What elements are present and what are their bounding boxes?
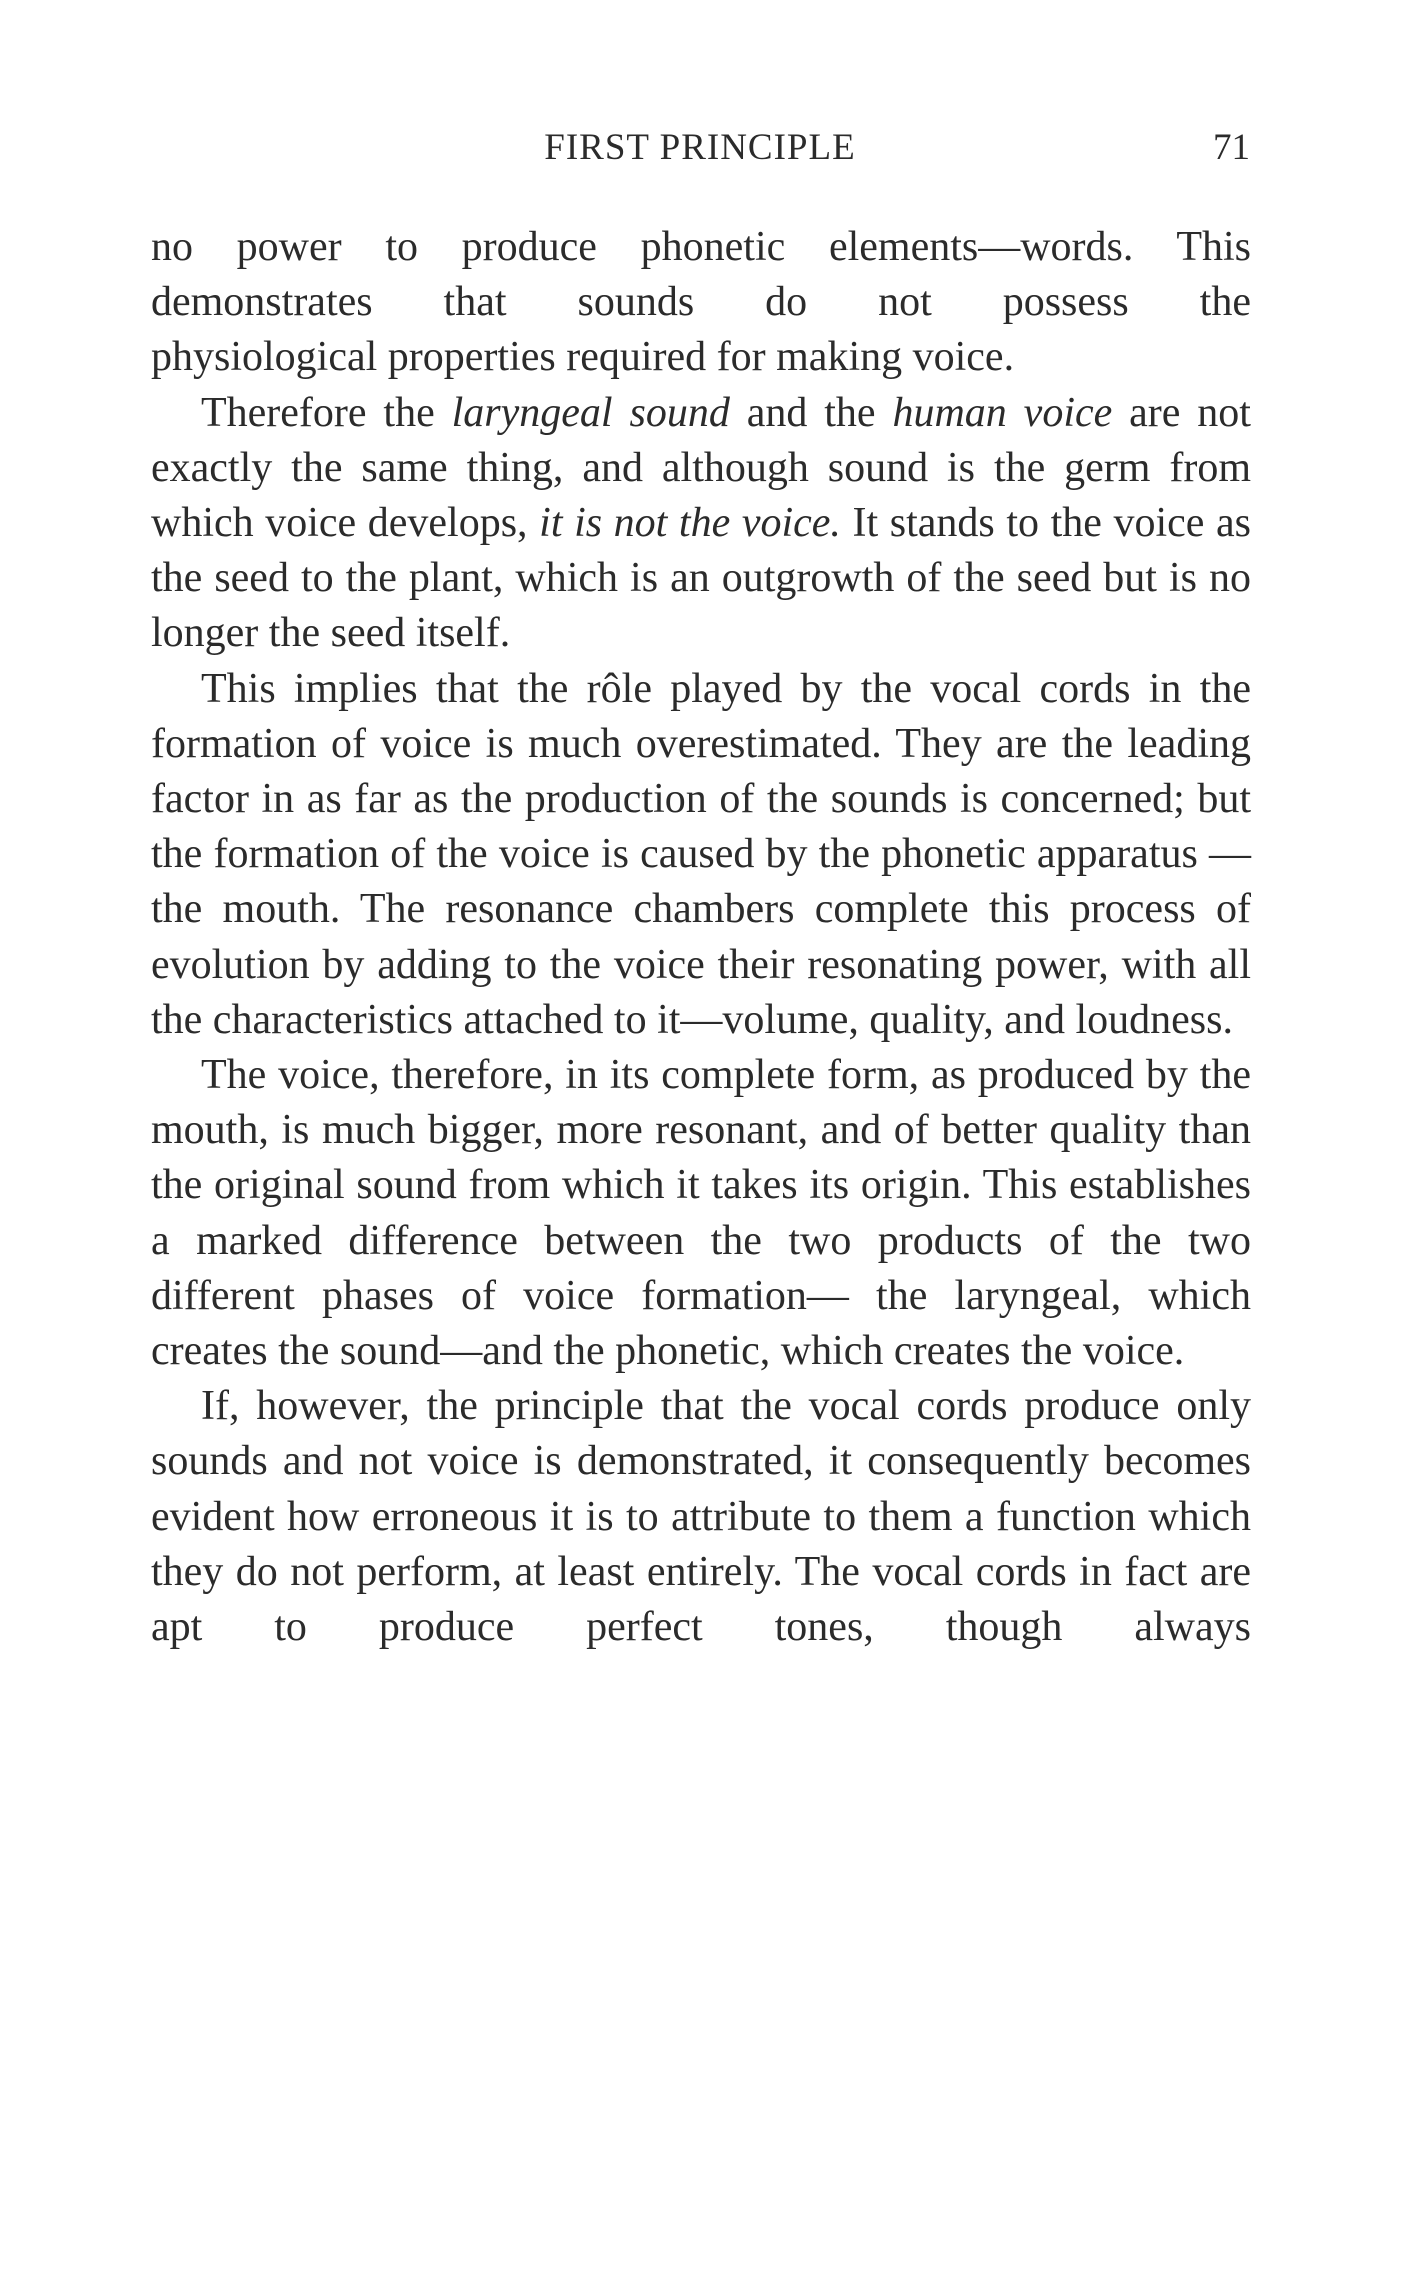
body-text [151, 220, 1251, 1655]
emphasis-laryngeal-sound: laryngeal sound [451, 389, 730, 436]
emphasis-human-voice: human voice [892, 389, 1113, 436]
paragraph-voice-complete-form: The voice, therefore, in its complete form, as produced by the mouth, is much bigger, more resonant, and of better quality than the original sound from which it takes its origin. This establishes a marked difference between the two products of the two different phases of voice formation— the laryngeal, which creates the sound—and the phonetic, which creates the voice. [151, 1052, 1251, 1375]
paragraph-text: are not exactly the same thing, and although sound is the germ from which voice develops, [151, 389, 1251, 547]
paragraph-line: physiological properties required for making voice. [151, 334, 1015, 381]
paragraph-text: and the [729, 389, 893, 436]
paragraph-continuation [151, 220, 1251, 386]
paragraph-role-of-vocal-cords: This implies that the rôle played by the vocal cords in the formation of voice is much overestimated. They are the leading factor in as far as the production of the sounds is concerned; but the formation of the voice is caused by the phonetic apparatus —the mouth. The resonance chambers complete this process of evolution by adding to the voice their resonating power, with all the characteristics attached to it—volume, quality, and loudness. [151, 665, 1251, 1043]
paragraph-laryngeal-sound [151, 386, 1251, 662]
running-title: FIRST PRINCIPLE [544, 127, 856, 168]
paragraph-text: Therefore the [201, 389, 452, 436]
emphasis-not-the-voice: it is not the voice. [539, 500, 841, 547]
paragraph-principle-demonstrated: If, however, the principle that the vocal cords produce only sounds and not voice is demonstrated, it consequently becomes evident how erroneous it is to attribute to them a function which they do not perform, at least entirely. The vocal cords in fact are apt to produce perfect tones, though always [151, 1383, 1251, 1651]
paragraph-text: It stands to the voice as the seed to the plant, which is an outgrowth of the seed but is no longer the seed itself. [151, 500, 1251, 657]
page-number: 71 [1213, 127, 1250, 168]
paragraph-line: no power to produce phonetic elements—words. [151, 224, 1134, 270]
running-head [150, 126, 1250, 176]
paragraph-line: This demonstrates that sounds do not possess the [151, 224, 1251, 326]
